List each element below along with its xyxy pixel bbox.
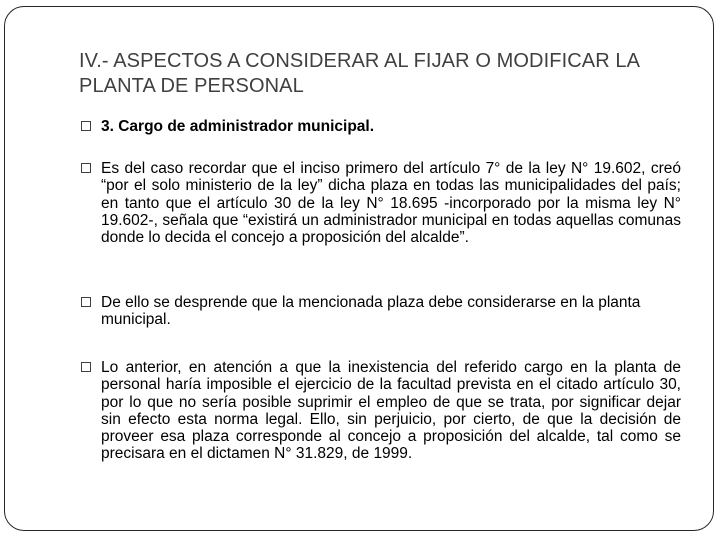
bullet-item: [81, 359, 681, 463]
slide-title: IV.- ASPECTOS A CONSIDERAR AL FIJAR O MODIFICAR LA PLANTA DE PERSONAL: [79, 50, 639, 97]
bullet-text: Lo anterior, en atención a que la inexistencia del referido cargo en la planta de personal haría imposible el ejercicio de la facultad prevista en el citado artículo 30, por lo que no sería posible suprimir el empleo de que se trata, por significar dejar sin efecto esta norma legal. Ello, sin perjuicio, por cierto, de que la decisión de proveer esa plaza corresponde al concejo a proposición del alcalde, tal como se precisara en el dictamen N° 31.829, de 1999.: [101, 359, 681, 463]
bullet-text: 3. Cargo de administrador municipal.: [101, 118, 375, 135]
checkbox-bullet-icon: [81, 121, 91, 131]
checkbox-bullet-icon: [81, 163, 91, 173]
bullet-text: De ello se desprende que la mencionada plaza debe considerarse en la planta municipal.: [101, 294, 641, 329]
bullet-text: Es del caso recordar que el inciso primero del artículo 7° de la ley N° 19.602, creó “por el solo ministerio de la ley” dicha plaza en todas las municipalidades del país; en tanto que el artículo 30 de la ley N° 18.695 -incorporado por la misma ley N° 19.602-, señala que “existirá un administrador municipal en todas aquellas comunas donde lo decida el concejo a proposición del alcalde”.: [101, 160, 681, 247]
bullet-item: [81, 160, 681, 246]
checkbox-bullet-icon: [81, 297, 91, 307]
bullet-item: [81, 294, 681, 329]
checkbox-bullet-icon: [81, 362, 91, 372]
bullet-item: [81, 118, 681, 135]
